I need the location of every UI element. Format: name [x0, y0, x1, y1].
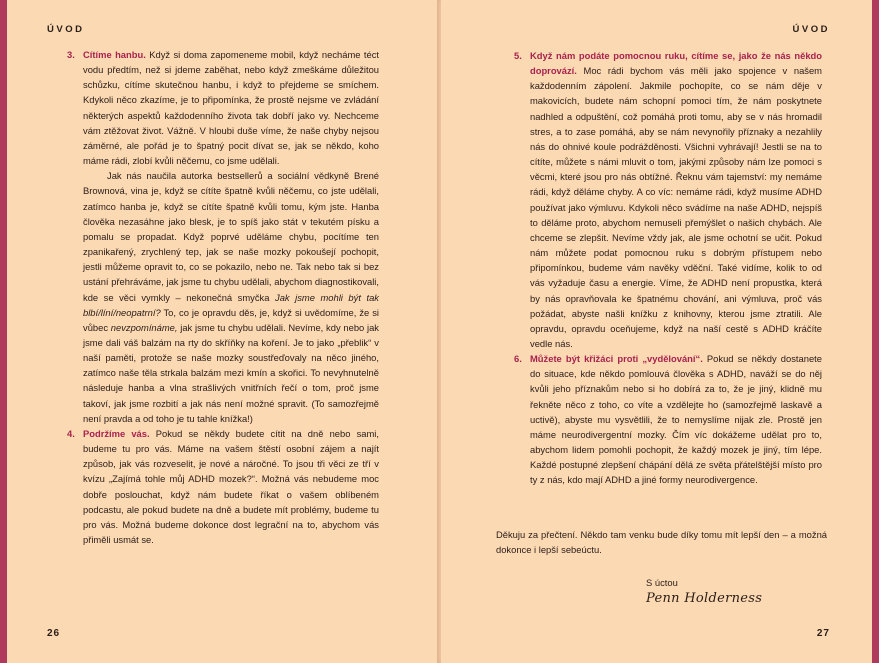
left-page [7, 0, 437, 663]
closing-text: Děkuju za přečtení. Někdo tam venku bude díky tomu mít lepší den – a možná dokonce i lepší sebeúctu. [496, 529, 827, 556]
item-lead: Když nám podáte pomocnou ruku, cítíme se, jako že nás někdo doprovází. [530, 50, 822, 77]
item-lead: Můžete být křižáci proti „vydělování“. [530, 353, 703, 365]
paragraph-text: jak jsme tu chybu udělali. Nevíme, kdy nebo jak jsme dali váš balzám na rty do skříňky na koření. Je to jako „přeblik“ v naší paměti, protože se naše mozky soustřeďovaly na něco jiného, zatímco naše těla strkala balzám mezi kmín a skořici. To nevyhnutelně následuje hanba a vlna strašlivých vnitřních řečí o tom, proč jsme takoví, jak jsme rozbití a jak nás není možné spravit. (To samozřejmě není pravda a od toho je tu tahle knížka!) [83, 321, 379, 424]
running-header: ÚVOD [792, 24, 830, 35]
right-body-text [514, 48, 822, 488]
author-signature: Penn Holderness [646, 591, 763, 606]
emphasis-text: nevzpomínáme, [110, 321, 178, 333]
paragraph-text: Jak nás naučila autorka bestsellerů a sociální vědkyně Brené Brownová, vina je, když se cítíte špatně kvůli něčemu, co jste udělali, zatímco hanba je, když se cítíte špatně kvůli tomu, kým jste. Hanba člověka nezasáhne jako blesk, je to spíš jako stát v tekutém písku a pomalu se propadat. Když poprvé uděláme chybu, pocítíme ten zpanikařený, zrychlený tep, jak se naše mozky pokoušejí pochopit, jestli můžeme opravit to, co se pokazilo, nebo ne. Tak nebo tak si bez ustání přehráváme, jak jsme tu chybu udělali, abychom diagnostikovali, kde se věci vymkly – nekonečná smyčka [83, 170, 379, 303]
item-lead: Podržíme vás. [83, 427, 150, 439]
emphasis-text: Jak jsme mohli být tak blbí/líní/neopatrní? [83, 291, 379, 318]
right-page [441, 0, 872, 663]
page-number: 27 [816, 628, 830, 639]
left-body-text [67, 47, 380, 547]
list-number: 4. [67, 427, 75, 439]
paragraph-text: To, co je opravdu děs, je, když si uvědomíme, že si vůbec [83, 306, 379, 333]
item-lead: Cítíme hanbu. [83, 49, 146, 60]
closing-paragraph [496, 527, 827, 557]
list-number: 5. [514, 50, 522, 61]
item-text: Moc rádi bychom vás měli jako spojence v našem každodenním zápolení. Jakmile pochopíte, co se nám děje v makovicích, budete nám schopní pomoci tím, že nám poskytnete nadhled a odpuštění, což pomáhá proti tomu, aby se v nás hromadil stres, a to zase pomáhá, aby se nám nevynořily příznaky a nezahlily nás do ohnivé koule podrážděnosti. Všichni vyhrávají! Jestli se na to cítíte, můžete s námi mluvit o tom, jakými způsoby nám lze pomoci s věcmi, které jsou pro nás obtížné. Řeknu vám tajemství: my nemáme rádi, když děláme chyby. A co víc: nemáme rádi, když musíme ADHD používat jako výmluvu. Kdykoli něco svádíme na naše ADHD, nejspíš to děláme proto, abychom nemuseli přemýšlet o našich chybách. Ale chceme se zlepšit. Nevíme vždy jak, ale jsme ochotní se učit. Pokud nám můžete podat pomocnou ruku s dobrým přístupem nebo připomínkou, budeme vám navěky vděční. Také vidíme, kolik to od vás vyžaduje času a energie. Víme, že ADHD není propustka, která by nás opravňovala ke špatnému chování, ani výmluva, proč vás požádat, abyste našli knížku z knihovny, kterou jsme ztratili. Ale opravdu, opravdu oceňujeme, když na naší cestě s ADHD kráčíte vedle nás. [530, 65, 822, 349]
list-number: 3. [67, 49, 75, 60]
page-number: 26 [47, 628, 61, 639]
list-item-6 [514, 351, 822, 487]
item-text: Když si doma zapomeneme mobil, když necháme téct vodu předtím, než si jdeme zaběhat, nebo když zmeškáme důležitou schůzku, cítíme skutečnou hanbu, i když to přejdeme se smíchem. Kdykoli něco zkazíme, je to připomínka, že prostě nejsme ve zvládání některých aspektů každodenního života tak dobří jako vy. Nechceme vám ztěžovat život. Vážně. V hloubi duše víme, že naše chyby nejsou záměrné, ale pořád je to špatný pocit dívat se, jak se někdo, koho máme rádi, zlobí kvůli něčemu, co jsme udělali. [83, 49, 380, 167]
body-paragraph [83, 168, 379, 426]
item-text: Pokud se někdy dostanete do situace, kde někdo pomlouvá člověka s ADHD, naváží se do něj kvůli jeho příznakům nebo si ho dobírá za to, že je jiný, klidně mu řekněte něco z toho, co víte a vzdělejte ho (samozřejmě laskavě a uctivě), abyste mu vysvětlili, že to nemyslíme nijak zle. Prostě jen máme neurodivergentní mozky. Čím víc dokážeme udělat pro to, abychom lidem pomohli pochopit, že každý mozek je jiný, tím lépe. Každé postupné zlepšení chápání dělá ze světa přátelštější místo pro ty z nás, kdo mají ADHD a jiné formy neurodivergence. [530, 353, 822, 486]
list-item-4 [67, 426, 379, 547]
sign-off: S úctou [646, 577, 678, 588]
running-header: ÚVOD [47, 24, 85, 35]
list-item-5 [514, 48, 822, 351]
list-item-3 [67, 47, 380, 168]
list-number: 6. [514, 353, 522, 365]
item-text: Pokud se někdy budete cítit na dně nebo sami, budeme tu pro vás. Máme na vašem štěstí osobní zájem a najít způsob, jak vás rozveselit, je nové a náročné. To jsou tři věci ze tří v kvízu „Zajímá tohle můj ADHD mozek?“. Možná vás nebudeme moc dobře poslouchat, když nám budete říkat o vašem oblíbeném podcastu, ale pokud budete na dně a budete mít problémy, budeme tu pro vás. Možná budeme dokonce dost legrační na to, abychom vás přiměli usmát se. [83, 427, 379, 545]
